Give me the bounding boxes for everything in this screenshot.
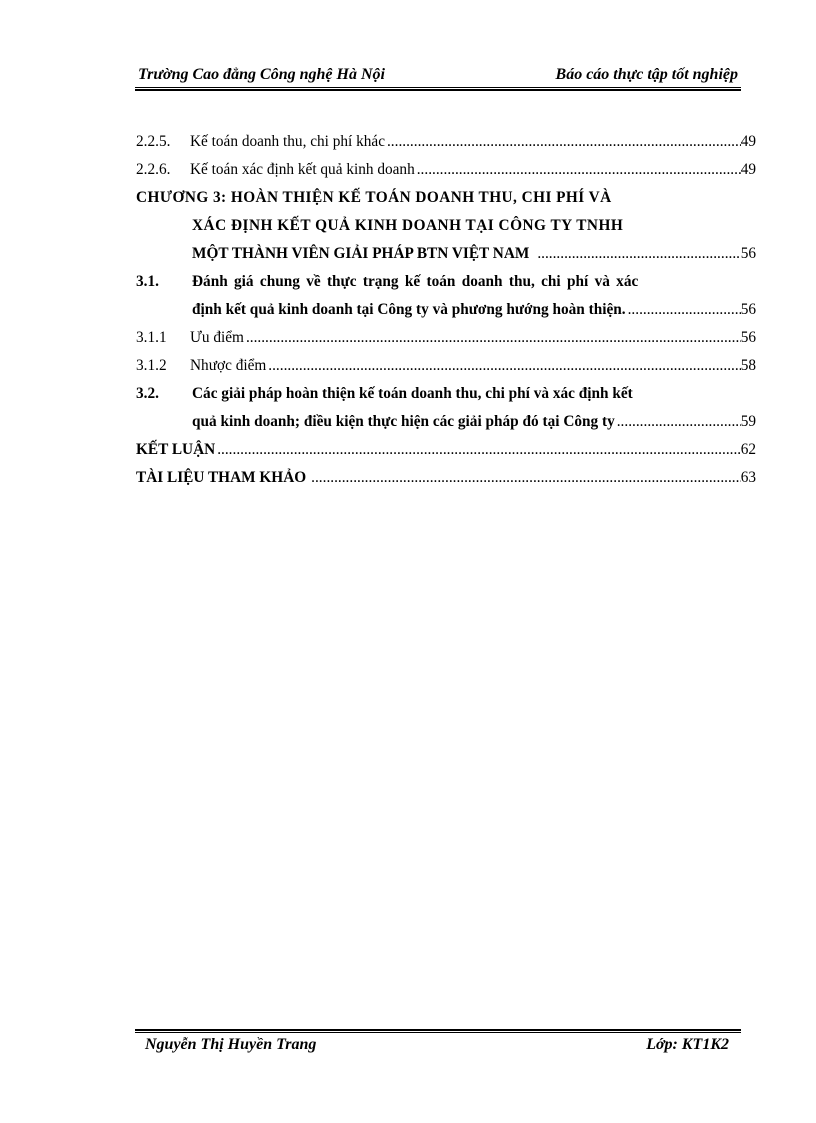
toc-entry-references[interactable] [136,464,756,492]
table-of-contents [136,128,756,492]
toc-entry-2-2-6[interactable] [136,156,756,184]
toc-leader [311,464,741,492]
toc-title: TÀI LIỆU THAM KHẢO [136,469,307,486]
page-footer [135,1036,741,1060]
toc-section-line-2: quả kinh doanh; điều kiện thực hiện các giải pháp đó tại Công ty ..... 59 [136,408,756,436]
toc-number: 2.2.5. [136,133,171,150]
toc-page-number: 56 [740,301,756,318]
header-rule-thin [135,87,741,88]
toc-leader [268,352,740,380]
toc-number: 3.1. [136,273,159,290]
footer-author: Nguyễn Thị Huyền Trang [145,1036,317,1053]
toc-section-line-1: 3.1. Đánh giá chung về thực trạng kế toán doanh thu, chi phí và xác [136,268,756,296]
toc-entry-3-2[interactable] [136,380,756,436]
footer-rule-thick [135,1029,741,1031]
footer-rule-thin [135,1032,741,1033]
toc-number: 2.2.6. [136,161,171,178]
toc-leader [537,240,740,268]
toc-leader [417,156,741,184]
header-school: Trường Cao đẳng Công nghệ Hà Nội [138,66,385,83]
toc-chapter-line-3: MỘT THÀNH VIÊN GIẢI PHÁP BTN VIỆT NAM ..... 56 [136,240,756,268]
toc-page-number: 62 [740,441,756,458]
toc-chapter-line-1: CHƯƠNG 3: HOÀN THIỆN KẾ TOÁN DOANH THU, CHI PHÍ VÀ [136,189,612,206]
toc-number: 3.1.2 [136,357,167,374]
toc-leader [246,324,741,352]
toc-page-number: 56 [740,245,756,262]
toc-page-number: 49 [740,133,756,150]
toc-title: Ưu điểm [190,329,244,346]
toc-page-number: 63 [740,469,756,486]
toc-title: KẾT LUẬN [136,441,216,458]
footer-class: Lớp: KT1K2 [646,1036,729,1053]
toc-page-number: 56 [740,329,756,346]
header-rule-thick [135,89,741,91]
toc-entry-conclusion[interactable] [136,436,756,464]
toc-entry-3-1-1[interactable] [136,324,756,352]
toc-leader [628,296,741,324]
toc-title: Kế toán doanh thu, chi phí khác [190,133,385,150]
toc-page-number: 58 [740,357,756,374]
toc-entry-3-1-2[interactable] [136,352,756,380]
toc-page-number: 49 [740,161,756,178]
toc-leader [387,128,741,156]
toc-page-number: 59 [740,413,756,430]
toc-leader [217,436,741,464]
toc-number: 3.2. [136,385,159,402]
toc-entry-3-1[interactable] [136,268,756,324]
toc-entry-2-2-5[interactable] [136,128,756,156]
toc-title: Kế toán xác định kết quả kinh doanh [190,161,415,178]
toc-entry-chapter-3[interactable] [136,184,756,268]
toc-section-line-1: 3.2. Các giải pháp hoàn thiện kế toán doanh thu, chi phí và xác định kết [136,380,756,408]
toc-leader [617,408,741,436]
toc-chapter-line-2: XÁC ĐỊNH KẾT QUẢ KINH DOANH TẠI CÔNG TY TNHH [192,217,624,234]
toc-section-line-2: định kết quả kinh doanh tại Công ty và phương hướng hoàn thiện. ..... 56 [136,296,756,324]
toc-title: Nhược điểm [190,357,267,374]
toc-number: 3.1.1 [136,329,167,346]
header-report-title: Báo cáo thực tập tốt nghiệp [555,66,738,83]
